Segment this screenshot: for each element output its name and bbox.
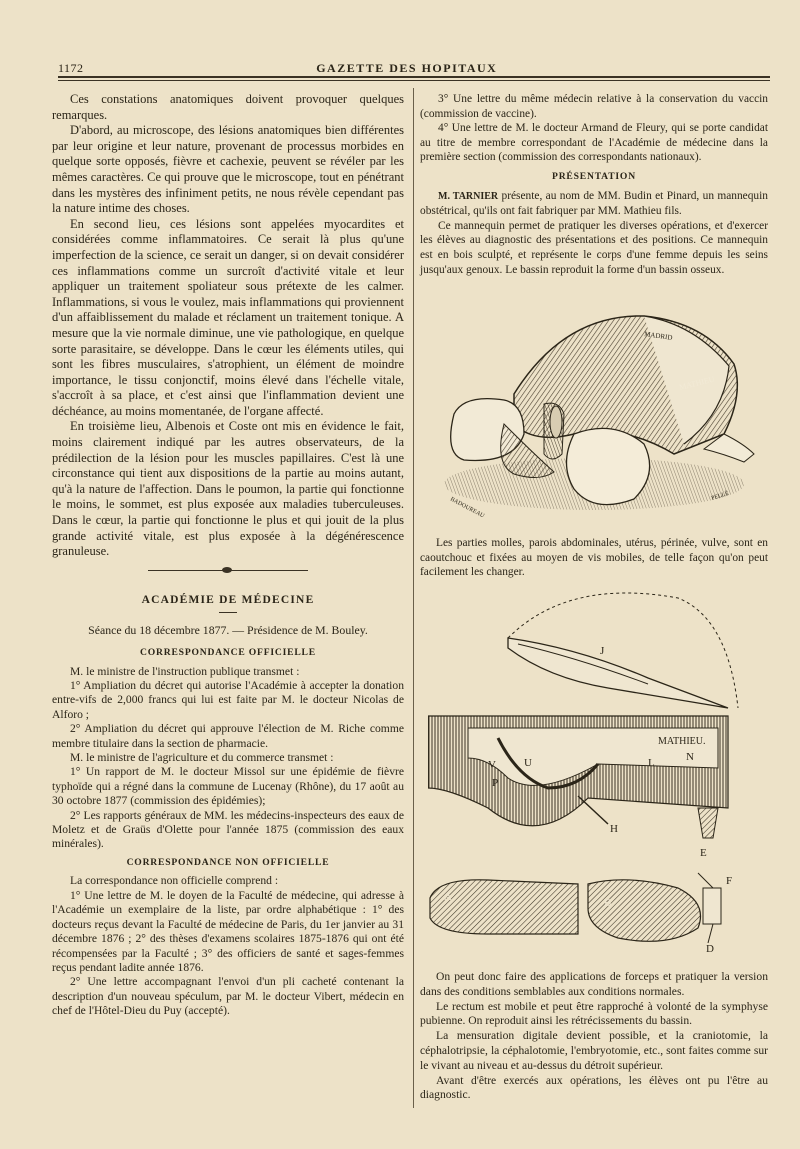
paragraph: Le rectum est mobile et peut être rapproché à volonté de la symphyse pubienne. On reproduit ainsi les rétrécissements du bassin. [420, 999, 768, 1028]
journal-title: GAZETTE DES HOPITAUX [316, 61, 498, 75]
page-header [58, 54, 770, 76]
letter-A: A [444, 891, 452, 903]
mannequin-engraving [444, 304, 764, 524]
title-rule [219, 612, 237, 613]
paragraph: 1° Une lettre de M. le doyen de la Faculté de médecine, qui adresse à l'Académie un exemplaire de la liste, par ordre alphabétique : 1° des docteurs reçus devant la Faculté de médecine de Paris, du 1er janvier au 31 décembre 1876 ; 2° des thèses d'examens scolaires 1875-1876 qui ont été récompensées par la Faculté ; 3° des officiers de santé et sages-femmes reçus pendant ladite année 1876. [52, 888, 404, 974]
maker-label: MATHIEU [678, 374, 716, 392]
paragraph: Ces constations anatomiques doivent provoquer quelques remarques. [52, 92, 404, 122]
left-column [52, 92, 404, 1019]
mannequin-section-diagram [428, 588, 766, 956]
brand-label: MADRID [643, 330, 673, 342]
artist-signature: PELLÉ [710, 490, 730, 502]
paragraph: En troisième lieu, Albenois et Coste ont mis en évidence le fait, moins clairement indiqué par les autres observateurs, de la prédilection de la lésion pour les muscles papillaires. C'est là une circonstance qui tient aux dispositions de la partie au moins autant, qu'à la nature de l'affection. Dans le poumon, la partie qui fonctionne le moins, le sommet, est plus exposée aux maladies tuberculeuses. Dans le cœur, la partie qui fonctionne le plus et qui jouit de la plus grande activité vitale, est plus exposée à la dégénérescence granuleuse. [52, 419, 404, 559]
page-number: 1172 [58, 61, 84, 75]
letter-F: F [726, 875, 733, 887]
paragraph: 2° Ampliation du décret qui approuve l'élection de M. Riche comme membre titulaire dans la section de pharmacie. [52, 722, 404, 750]
letter-V: V [488, 759, 496, 771]
paragraph: La mensuration digitale devient possible, et la craniotomie, la céphalotripsie, la céphalotomie, l'embryotomie, etc., sont faites comme sur le vivant au niveau et au-dessus du détroit supérieur. [420, 1029, 768, 1072]
letter-N: N [686, 751, 694, 763]
paragraph: Ce mannequin permet de pratiquer les diverses opérations, et d'exercer les élèves au diagnostic des présentations et des positions. Ce mannequin est en bois sculpté, et représente le corps d'une femme depuis les seins jusqu'aux genoux. Le bassin reproduit la forme d'un bassin osseux. [420, 219, 768, 276]
column-divider [413, 88, 414, 1108]
paragraph: D'abord, au microscope, des lésions anatomiques bien différentes par leur origine et leur nature, provenant de processus morbides en quelque sorte opposés, fièvre et cachexie, peuvent se révéler par les mêmes caractères. Ce qui prouve que le microscope, tout en pénétrant dans les mystères des infiniment petits, ne nous révèle cependant pas la nature intime des choses. [52, 123, 404, 216]
letter-U: U [524, 757, 532, 769]
paragraph: 4° Une lettre de M. le docteur Armand de Fleury, qui se porte candidat au titre de membre correspondant de l'Académie de médecine dans la première section (commission des correspondants nationaux). [420, 122, 768, 164]
paragraph: En second lieu, ces lésions sont appelées myocardites et considérées comme inflammatoires. Ce serait là plus qu'une imperfection de la science, ce serait un danger, si on devait considérer ces inflammations comme un surcroît d'activité vitale et leur appliquer un traitement spoliateur sous prétexte de les calmer. Inflammations, si vous le voulez, mais inflammations qui proviennent d'un affaiblissement du malade et réclament un traitement tonique. A mesure que la vie normale diminue, une vie pathologique, en quelque sorte parasitaire, se développe. Dans le cœur les éléments utiles, qui sont les fibres musculaires, s'atrophient, un élément de moindre importance, le tissu conjonctif, moins élevé dans l'échelle vitale, s'accroît à sa place, et c'est ainsi que l'inflammation devient une déchéance, au moins momentanée, de l'organe affecté. [52, 216, 404, 418]
paragraph: La correspondance non officielle comprend : [70, 874, 279, 888]
maker-label: MATHIEU. [658, 736, 706, 747]
paragraph: Avant d'être exercés aux opérations, les élèves ont pu l'être au diagnostic. [420, 1073, 768, 1102]
letter-L: L [648, 757, 655, 769]
paragraph: On peut donc faire des applications de forceps et pratiquer la version dans des conditions semblables aux conditions normales. [420, 970, 768, 998]
paragraph: 1° Un rapport de M. le docteur Missol sur une épidémie de fièvre typhoïde qui a régné dans la commune de Lucenay (Rhône), du 17 août au 30 octobre 1877 (commission des épidémies); [52, 765, 404, 808]
paragraph: M. le ministre de l'agriculture et du commerce transmet : [70, 751, 334, 765]
section-separator [148, 570, 308, 575]
letter-P: P [492, 777, 499, 789]
paragraph: 2° Une lettre accompagnant l'envoi d'un pli cacheté contenant la description d'un nouveau spéculum, par M. le docteur Vibert, médecin en chef de l'Hôtel-Dieu du Puy (accepté). [52, 975, 404, 1018]
session-line: Séance du 18 décembre 1877. — Présidence de M. Bouley. [88, 623, 368, 638]
letter-J: J [600, 645, 605, 657]
figure-caption [420, 536, 768, 580]
section-title: ACADÉMIE DE MÉDECINE [141, 593, 315, 606]
subheading-official: CORRESPONDANCE OFFICIELLE [140, 647, 316, 658]
paragraph: présente, au nom de MM. Budin et Pinard, un mannequin obstétrical, qu'ils ont fait fabriquer par MM. Mathieu fils. [420, 189, 768, 218]
engraver-signature: BADOUREAU [449, 496, 486, 520]
paragraph: 1° Ampliation du décret qui autorise l'Académie à accepter la donation entre-vifs de 2,000 francs qui lui est faite par M. le docteur Nicolas de Alforo ; [52, 679, 404, 721]
letter-B: B [604, 897, 612, 909]
subheading-presentation: PRÉSENTATION [552, 170, 636, 182]
caption-text: Les parties molles, parois abdominales, utérus, périnée, vulve, sont en caoutchouc et fixées au moyen de vis mobiles, de telle façon qu'on peut facilement les changer. [420, 537, 768, 579]
presenter-name: M. TARNIER [438, 190, 499, 202]
subheading-nonofficial: CORRESPONDANCE NON OFFICIELLE [126, 856, 330, 868]
header-rule-thin [58, 80, 770, 81]
right-column-bottom [420, 970, 768, 1103]
right-column-top [420, 92, 768, 277]
header-rule [58, 76, 770, 78]
paragraph: 2° Les rapports généraux de MM. les médecins-inspecteurs des eaux de Moletz et de Graüs d'Olette pour l'année 1875 (commission des eaux minérales). [52, 808, 404, 851]
paragraph: 3° Une lettre du même médecin relative à la conservation du vaccin (commission de vaccine). [420, 93, 768, 120]
letter-E: E [700, 847, 707, 859]
letter-D: D [706, 943, 714, 955]
paragraph: M. le ministre de l'instruction publique transmet : [70, 664, 300, 678]
letter-H: H [610, 823, 618, 835]
